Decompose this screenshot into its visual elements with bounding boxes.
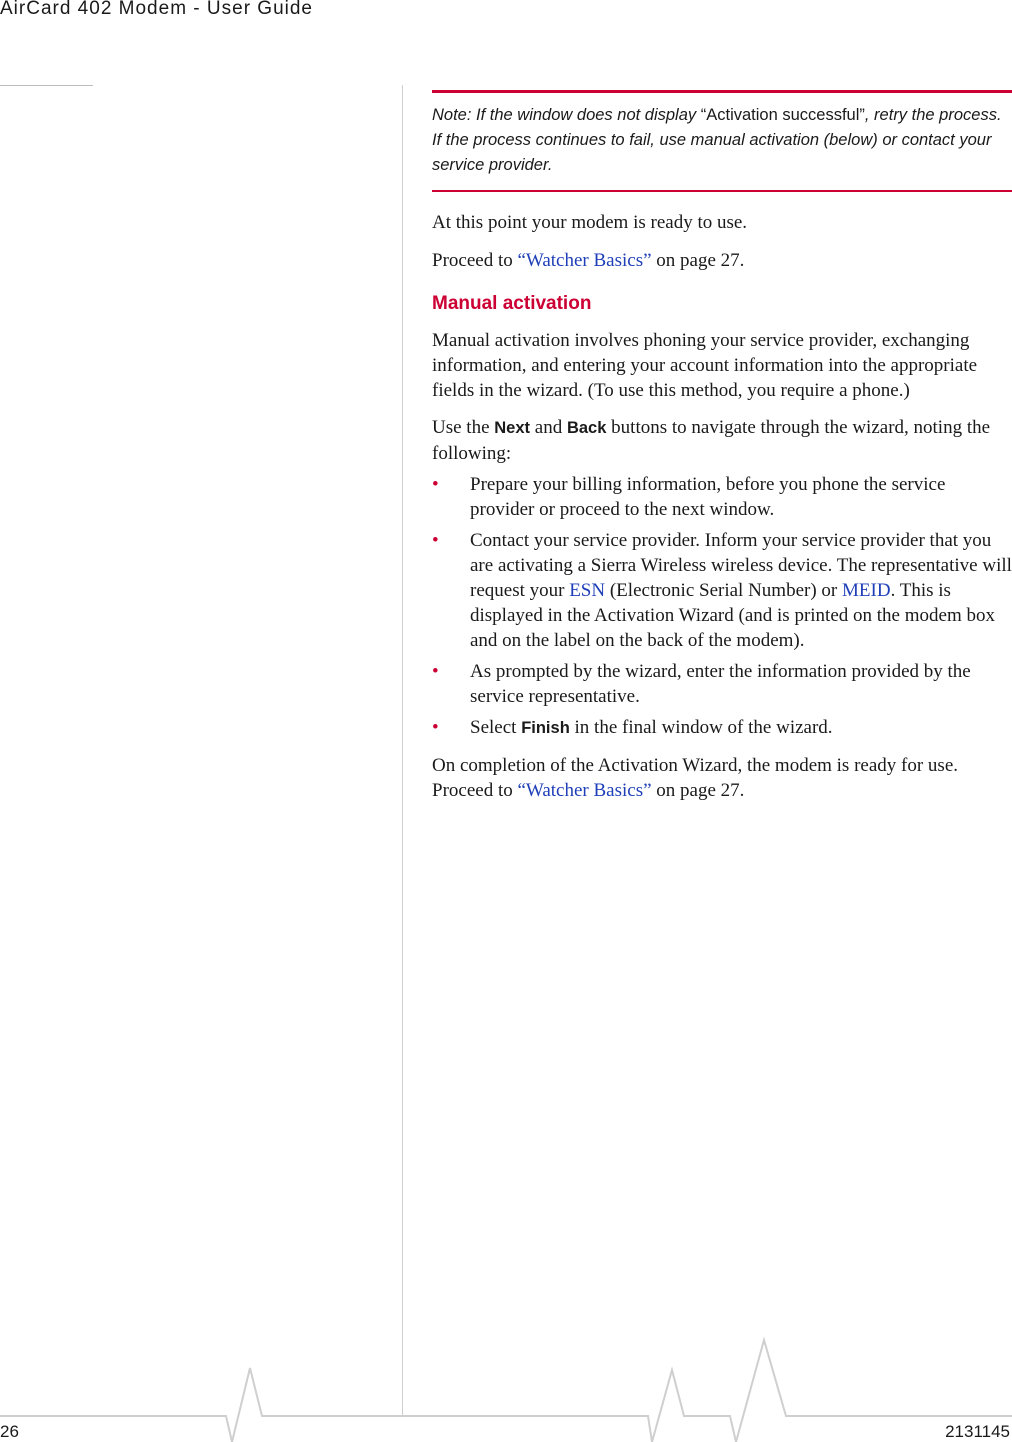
proceed-prefix: Proceed to [432, 250, 518, 271]
bullet-text-mid: (Electronic Serial Number) or [605, 580, 842, 601]
list-item [432, 715, 1012, 741]
bullet-text: As prompted by the wizard, enter the information provided by the service representative. [470, 661, 971, 707]
meid-link[interactable]: MEID [842, 580, 891, 601]
back-button-label: Back [566, 419, 607, 437]
navigation-paragraph [432, 415, 1012, 466]
header-rule [0, 85, 93, 86]
list-item [432, 528, 1012, 653]
and-word: and [530, 417, 567, 438]
bullet-icon: • [432, 530, 439, 551]
next-button-label: Next [494, 419, 531, 437]
main-content [432, 90, 1012, 803]
column-divider [402, 85, 403, 1417]
ready-paragraph: At this point your modem is ready to use. [432, 212, 748, 233]
bullet-text-prefix: Select [470, 717, 522, 738]
use-suffix: buttons to navigate through the wizard, noting the following: [432, 417, 991, 464]
completion-prefix: On completion of the Activation Wizard, the modem is ready for use. Proceed to [432, 755, 958, 801]
completion-suffix: on page 27. [651, 780, 745, 801]
bullet-text: Prepare your billing information, before you phone the service provider or proceed to the next window. [470, 474, 946, 520]
note-status-message: “Activation successful” [700, 106, 865, 124]
bullet-icon: • [432, 474, 439, 495]
document-number: 2131145 [945, 1422, 1010, 1441]
use-prefix: Use the [432, 417, 495, 438]
bullet-text-suffix: . This is displayed in the Activation Wizard (and is printed on the modem box and on the label on the back of the modem). [470, 580, 995, 651]
bullet-icon: • [432, 661, 439, 682]
watcher-basics-link[interactable]: “Watcher Basics” [517, 250, 652, 271]
note-rest: , retry the process. If the process continues to fail, use manual activation (below) or contact your service provider. [432, 106, 1002, 174]
bullet-text-suffix: in the final window of the wizard. [569, 717, 833, 738]
note-prefix: Note: If the window does not display [432, 106, 701, 124]
page-number: 26 [0, 1422, 19, 1441]
finish-button-label: Finish [521, 719, 570, 737]
proceed-suffix: on page 27. [651, 250, 745, 271]
manual-activation-heading: Manual activation [432, 293, 592, 314]
watcher-basics-link[interactable]: “Watcher Basics” [517, 780, 652, 801]
running-header-title: AirCard 402 Modem - User Guide [0, 0, 313, 19]
footer-waveform-graphic [0, 1330, 1012, 1442]
proceed-paragraph [432, 248, 1012, 273]
footer-waveform-line [0, 1340, 1012, 1442]
completion-paragraph [432, 753, 1012, 803]
list-item [432, 472, 1012, 522]
instruction-list [432, 472, 1012, 741]
manual-activation-paragraph: Manual activation involves phoning your service provider, exchanging information, and entering your account information into the appropriate fields in the wizard. (To use this method, you require a phone.) [432, 330, 978, 401]
note-box [432, 90, 1012, 192]
esn-link[interactable]: ESN [569, 580, 606, 601]
bullet-icon: • [432, 717, 439, 738]
list-item [432, 659, 1012, 709]
bullet-text-prefix: Contact your service provider. Inform your service provider that you are activating a Sierra Wireless wireless device. The representative will request your [470, 530, 1012, 601]
